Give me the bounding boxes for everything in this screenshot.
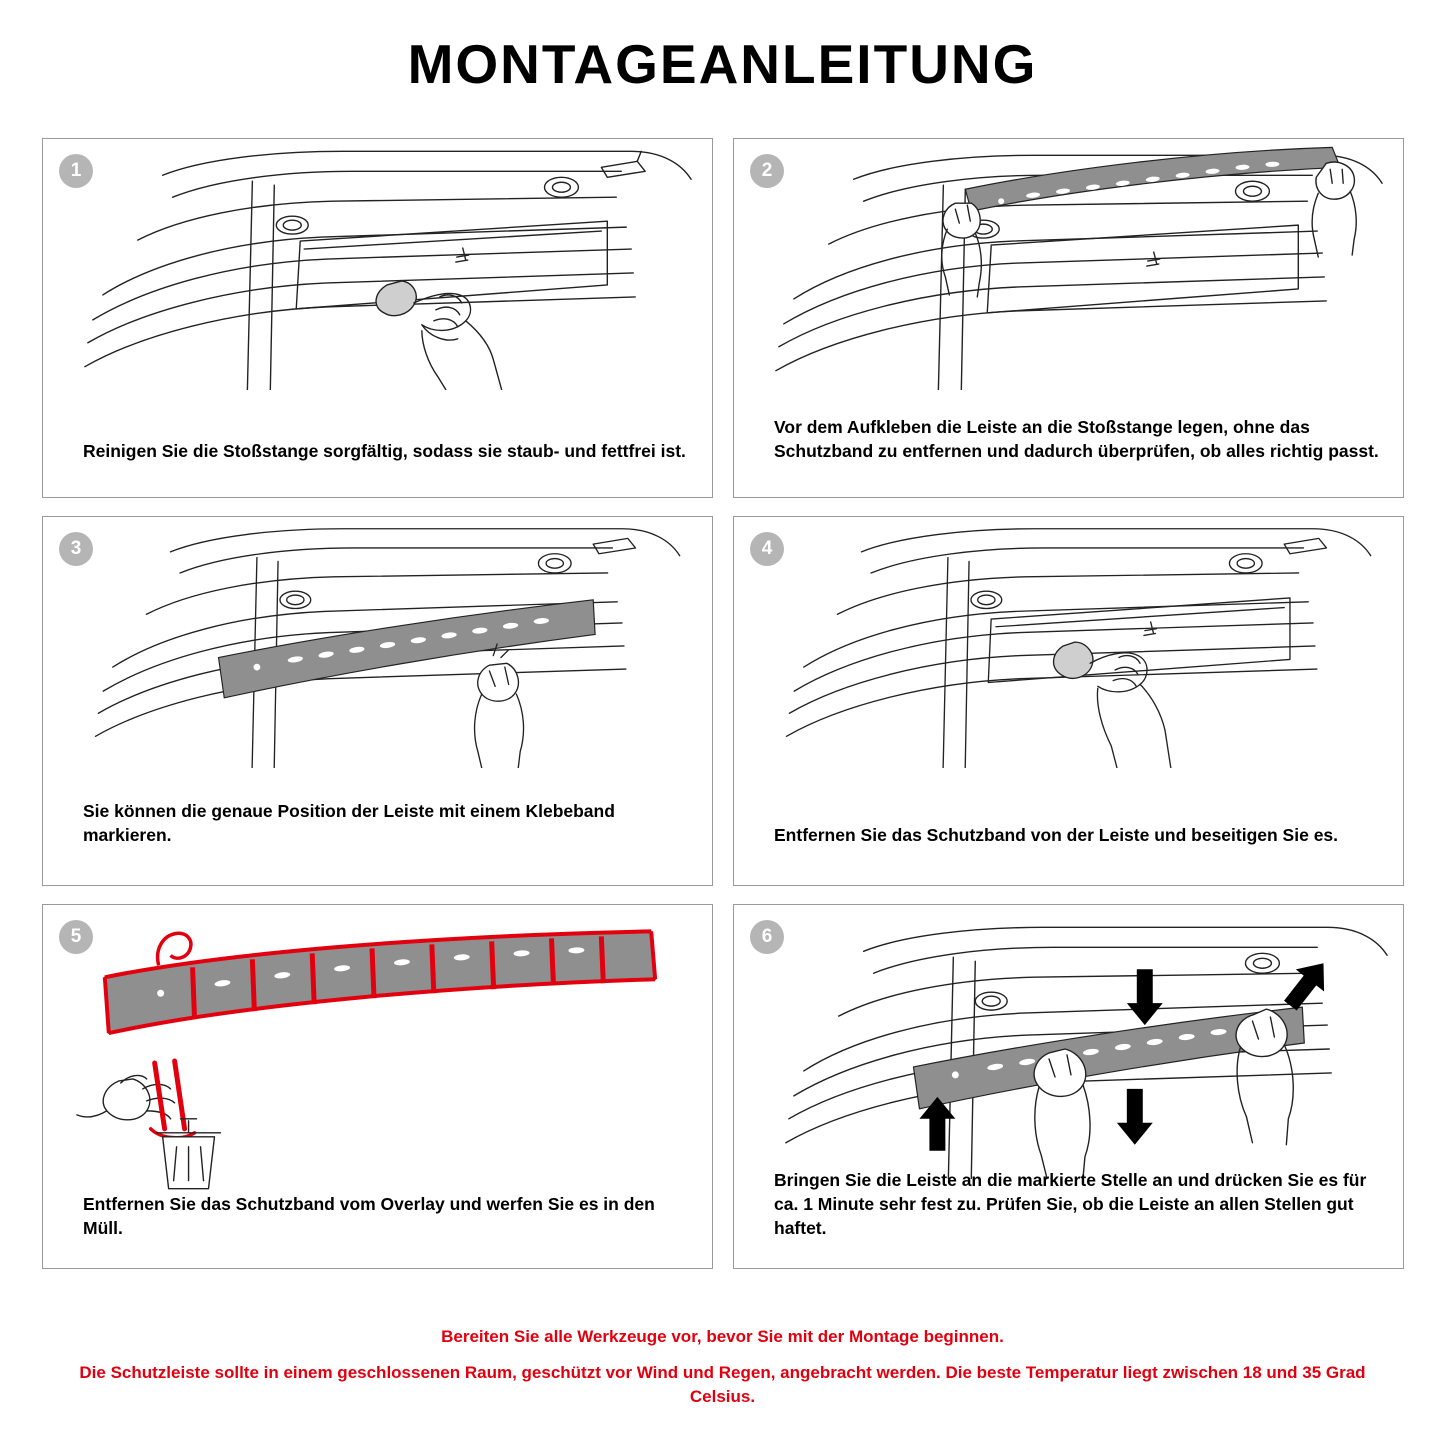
step-number-badge: 4: [750, 532, 784, 566]
step-number-badge: 2: [750, 154, 784, 188]
step-illustration-2: [734, 145, 1403, 390]
step-illustration-3: [43, 523, 712, 768]
step-number-badge: 5: [59, 920, 93, 954]
step-caption-1: Reinigen Sie die Stoßstange sorgfältig, sodass sie staub- und fettfrei ist.: [83, 440, 686, 461]
step-illustration-4: [734, 523, 1403, 768]
steps-grid: [42, 138, 1404, 1269]
step-card-1: [42, 138, 713, 498]
step-card-4: [733, 516, 1404, 886]
step-caption-5: Entfernen Sie das Schutzband vom Overlay und werfen Sie es in den Müll.: [83, 1193, 655, 1238]
step-caption-2: Vor dem Aufkleben die Leiste an die Stoßstange legen, ohne das Schutzband zu entfernen und dadurch überprüfen, ob alles richtig passt.: [774, 416, 1379, 461]
step-number-badge: 1: [59, 154, 93, 188]
footer-line-1: Bereiten Sie alle Werkzeuge vor, bevor Sie mit der Montage beginnen.: [441, 1327, 1004, 1347]
footer-line-2: Die Schutzleiste sollte in einem geschlossenen Raum, geschützt vor Wind und Regen, angebracht werden. Die beste Temperatur liegt zwischen 18 und 35 Grad Celsius.: [79, 1363, 1366, 1407]
step-illustration-6: [734, 919, 1403, 1179]
step-caption-6: Bringen Sie die Leiste an die markierte Stelle an und drücken Sie es für ca. 1 Minute sehr fest zu. Prüfen Sie, ob die Leiste an allen Stellen gut haftet.: [774, 1169, 1367, 1238]
page-title: MONTAGEANLEITUNG: [407, 33, 1038, 95]
step-caption-3: Sie können die genaue Position der Leiste mit einem Klebeband markieren.: [83, 800, 615, 845]
step-card-6: [733, 904, 1404, 1269]
step-card-5: [42, 904, 713, 1269]
step-illustration-5: [43, 923, 712, 1213]
step-caption-4: Entfernen Sie das Schutzband von der Leiste und beseitigen Sie es.: [774, 824, 1339, 845]
step-card-2: [733, 138, 1404, 498]
footer-notes: [60, 1327, 1385, 1409]
step-illustration-1: [43, 145, 712, 390]
step-number-badge: 6: [750, 920, 784, 954]
step-number-badge: 3: [59, 532, 93, 566]
step-card-3: [42, 516, 713, 886]
